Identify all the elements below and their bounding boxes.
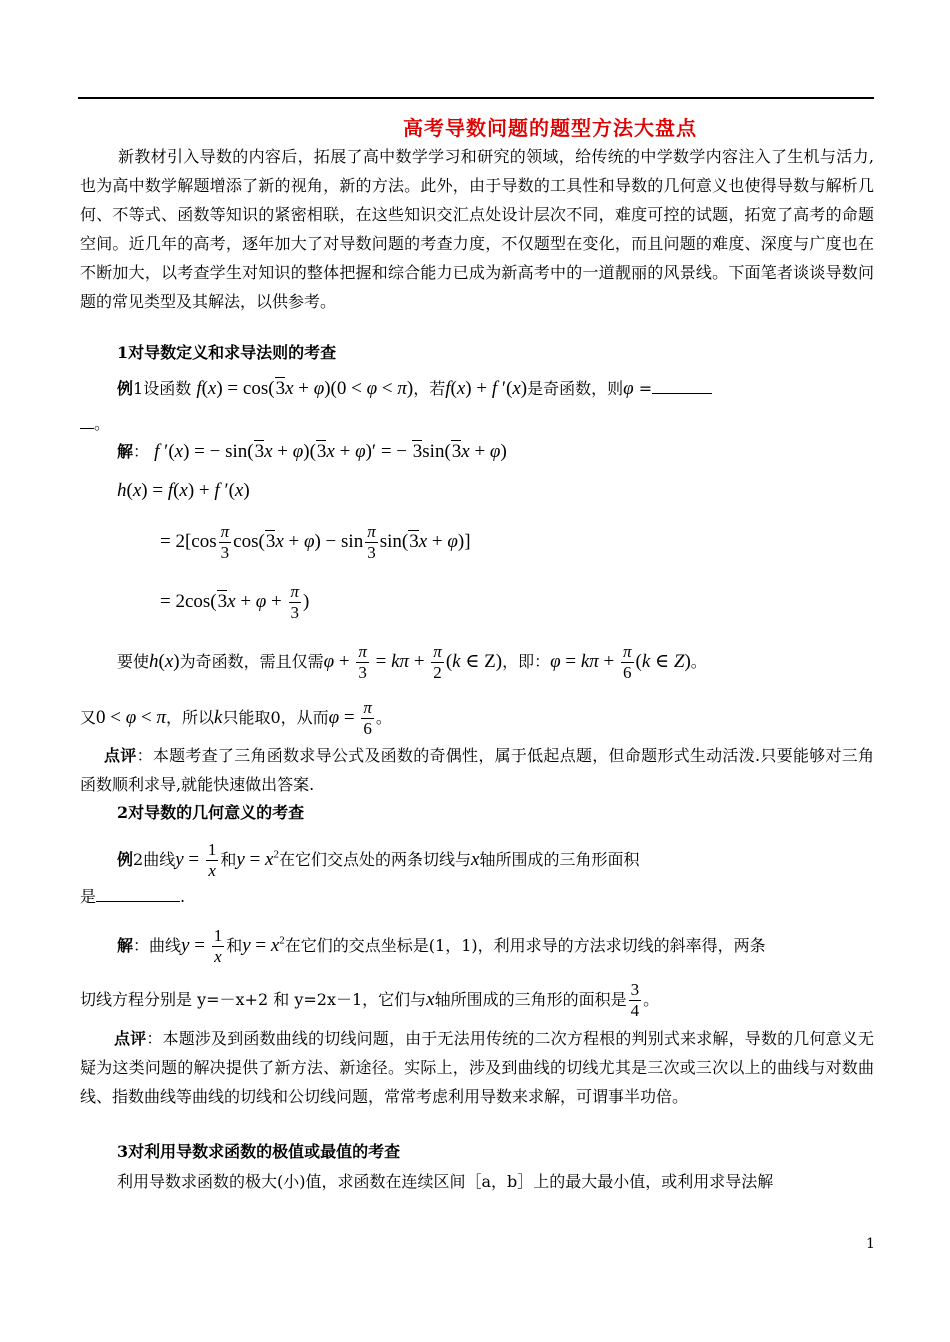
- example1-blank-end: 。: [80, 412, 110, 436]
- example1-function: f(x) = cos(3x + φ)(0 < φ < π): [196, 378, 414, 399]
- solution2-label: 解: [117, 935, 134, 955]
- intro-paragraph: 新教材引入导数的内容后，拓展了高中数学学习和研究的领域，给传统的中学数学内容注入了生机与活力,也为高中数学解题增添了新的视角，新的方法。此外，由于导数的工具性和导数的几何意义也使得导数与解析几何、不等式、函数等知识的紧密相联，在这些知识交汇点处设计层次不同，难度可控的试题，拓宽了高考的命题空间。近几年的高考，逐年加大了对导数问题的考查力度，不仅题型在变化，而且问题的难度、深度与广度也在不断加大，以考查学生对知识的整体把握和综合能力已成为新高考中的一道靓丽的风景线。下面笔者谈谈导数问题的常见类型及其解法，以供参考。: [80, 147, 874, 311]
- example1-statement: 例1设函数 f(x) = cos(3x + φ)(0 < φ < π)，若f(x) + f ′(x)是奇函数，则φ =: [117, 377, 712, 401]
- comment1-label: 点评: [104, 746, 137, 765]
- example1-number: 1: [133, 379, 144, 398]
- example1-label: 例: [117, 379, 134, 398]
- section2-heading: 2对导数的几何意义的考查: [117, 803, 305, 822]
- solution1-label: 解: [117, 442, 134, 461]
- solution1-line3: = 2[cos $\frac{\pi}{3}$ cos(3x + φ) − sin $\frac{\pi}{3}$ sin(3x + φ)]: [160, 522, 471, 562]
- header-rule: [78, 97, 874, 99]
- example1-text-c: 是奇函数，则: [527, 379, 624, 398]
- comment1: 点评：本题考查了三角函数求导公式及函数的奇偶性，属于低起点题，但命题形式生动活泼.只要能够对三角函数顺利求导,就能快速做出答案.: [80, 746, 874, 794]
- section3-text: 利用导数求函数的极大(小)值，求函数在连续区间［a，b］上的最大最小值，或利用求导法解: [117, 1172, 774, 1191]
- solution1-line1: 解： f ′(x) = − sin(3x + φ)(3x + φ)′ = − 3sin(3x + φ): [117, 441, 507, 462]
- section1-heading: 1对导数定义和求导法则的考查: [117, 343, 337, 362]
- solution1-line2: h(x) = f(x) + f ′(x): [117, 480, 250, 501]
- solution1-conclusion: 要使h(x)为奇函数，需且仅需φ + $\frac{\pi}{3}$ = kπ + $\frac{\pi}{2}$ (k ∈ Z)，即：φ = kπ + $\frac{\pi}{6}$ (k ∈ Z)。: [117, 642, 707, 682]
- comment2-label: 点评: [114, 1029, 147, 1048]
- example2-blank: 是 .: [80, 887, 186, 906]
- page-number: 1: [866, 1236, 875, 1252]
- solution2-line2: 切线方程分别是 y=－x+2 和 y=2x－1，它们与x轴所围成的三角形的面积是 $\frac{3}{4}$ 。: [80, 980, 660, 1020]
- solution1-derivative: f ′(x) = − sin(3x + φ)(3x + φ)′ = − 3sin(3x + φ): [154, 441, 507, 462]
- solution2-line1: 解：曲线y = $\frac{1}{x}$ 和$y = x^2$在它们的交点坐标是(1，1)，利用求导的方法求切线的斜率得，两条: [117, 926, 766, 966]
- example1-text-a: 设函数: [143, 379, 192, 398]
- example2-statement: 例2曲线y = $\frac{1}{x}$ 和$y = x^2$在它们交点处的两条切线与x轴所围成的三角形面积: [117, 840, 640, 880]
- section3-heading: 3对利用导数求函数的极值或最值的考查: [117, 1142, 401, 1161]
- page-title: 高考导数问题的题型方法大盘点: [403, 116, 697, 140]
- solution1-line4: = 2cos(3x + φ + $\frac{\pi}{3}$ ): [160, 582, 310, 622]
- example1-text-b: ，若: [413, 379, 446, 398]
- solution1-final: 又0 < φ < π，所以k只能取0，从而φ = $\frac{\pi}{6}$ 。: [80, 698, 392, 738]
- example1-sum: f(x) + f ′(x): [445, 378, 528, 399]
- comment2: 点评：本题涉及到函数曲线的切线问题，由于无法用传统的二次方程根的判别式来求解，导数的几何意义无疑为这类问题的解决提供了新方法、新途径。实际上，涉及到曲线的切线尤其是三次或三次以上的曲线与对数曲线、指数曲线等曲线的切线和公切线问题，常常考虑利用导数来求解，可谓事半功倍。: [80, 1029, 874, 1106]
